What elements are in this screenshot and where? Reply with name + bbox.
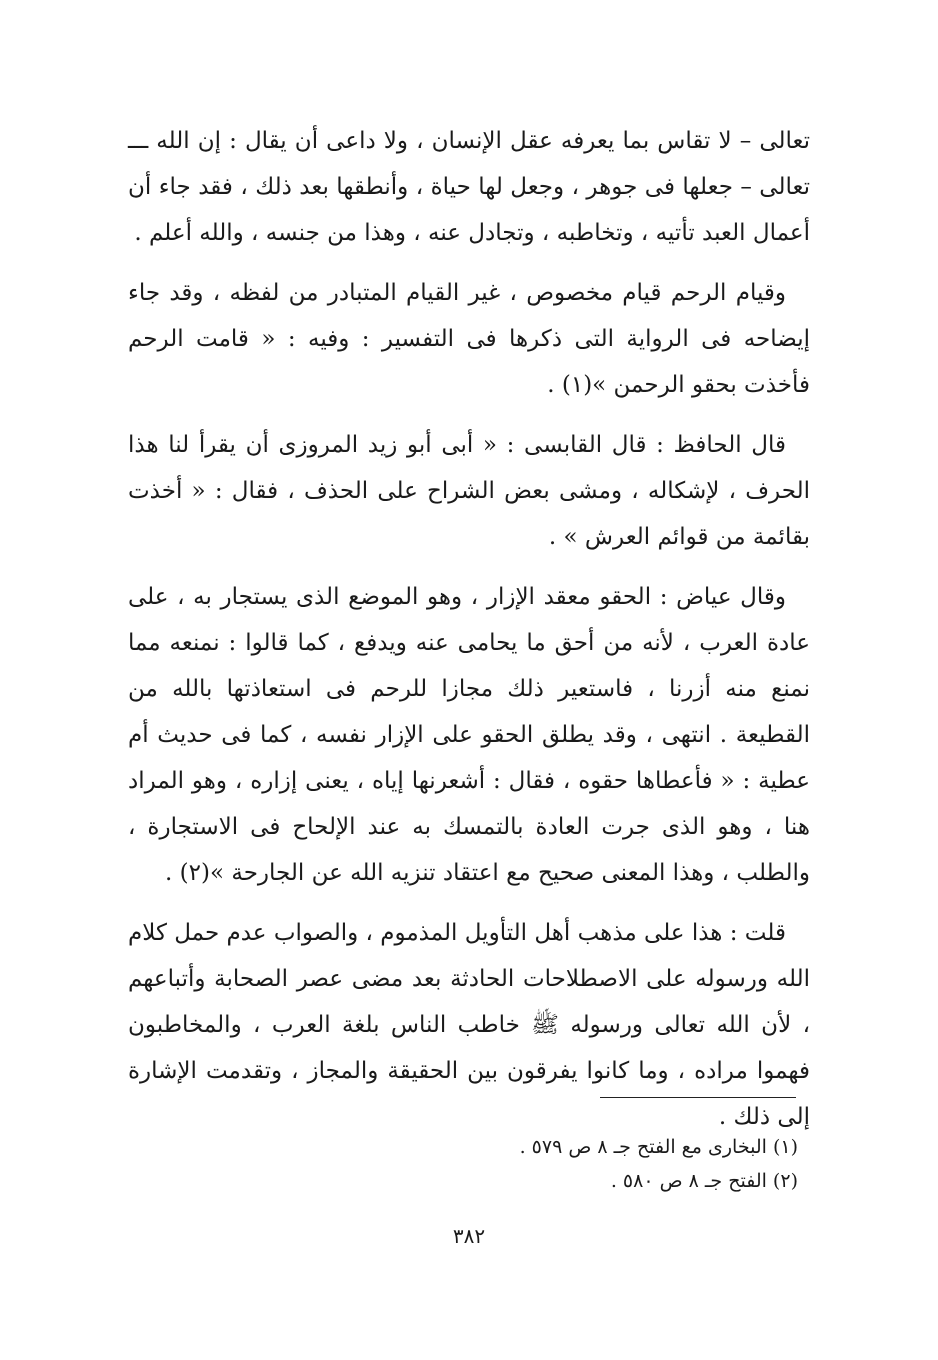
footnotes — [138, 1130, 798, 1198]
footnote-2: (٢) الفتح جـ ٨ ص ٥٨٠ . — [610, 1170, 798, 1192]
footnote-1: (١) البخارى مع الفتح جـ ٨ ص ٥٧٩ . — [519, 1136, 798, 1158]
paragraph-text: تعالى – لا تقاس بما يعرفه عقل الإنسان ، ولا داعى أن يقال : إن الله ـــ تعالى – جعلها فى جوهر ، وجعل لها حياة ، وأنطقها بعد ذلك ، فقد جاء أن أعمال العبد تأتيه ، وتخاطبه ، وتجادل عنه ، وهذا من جنسه ، والله أعلم . — [128, 128, 810, 246]
page-number: ٣٨٢ — [452, 1224, 486, 1248]
paragraph-text: وقيام الرحم قيام مخصوص ، غير القيام المتبادر من لفظه ، وقد جاء إيضاحه فى الرواية التى ذكرها فى التفسير : وفيه : « قامت الرحم فأخذت بحقو الرحمن »(١) . — [128, 280, 810, 398]
footnote-separator — [600, 1097, 796, 1098]
paragraph-2 — [128, 270, 810, 408]
paragraph-text: قلت : هذا على مذهب أهل التأويل المذموم ، والصواب عدم حمل كلام الله ورسوله على الاصطلاحات الحادثة بعد مضى عصر الصحابة وأتباعهم ، لأن الله تعالى ورسوله ﷺ خاطب الناس بلغة العرب ، والمخاطبون فهموا مراده ، وما كانوا يفرقون بين الحقيقة والمجاز ، وتقدمت الإشارة إلى ذلك . — [128, 920, 810, 1130]
paragraph-text: قال الحافظ : قال القابسى : « أبى أبو زيد المروزى أن يقرأ لنا هذا الحرف ، لإشكاله ، ومشى بعض الشراح على الحذف ، فقال : « أخذت بقائمة من قوائم العرش » . — [128, 432, 810, 550]
main-text — [128, 118, 810, 1154]
paragraph-4 — [128, 574, 810, 896]
paragraph-1 — [128, 118, 810, 256]
paragraph-3 — [128, 422, 810, 560]
paragraph-5 — [128, 910, 810, 1140]
paragraph-text: وقال عياض : الحقو معقد الإزار ، وهو الموضع الذى يستجار به ، على عادة العرب ، لأنه من أحق ما يحامى عنه ويدفع ، كما قالوا : نمنعه مما نمنع منه أزرنا ، فاستعير ذلك مجازا للرحم فى استعاذتها بالله من القطيعة . انتهى ، وقد يطلق الحقو على الإزار نفسه ، كما فى حديث أم عطية : « فأعطاها حقوه ، فقال : أشعرنها إياه ، يعنى إزاره ، وهو المراد هنا ، وهو الذى جرت العادة بالتمسك به عند الإلحاح فى الاستجارة ، والطلب ، وهذا المعنى صحيح مع اعتقاد تنزيه الله عن الجارحة »(٢) . — [128, 584, 810, 886]
